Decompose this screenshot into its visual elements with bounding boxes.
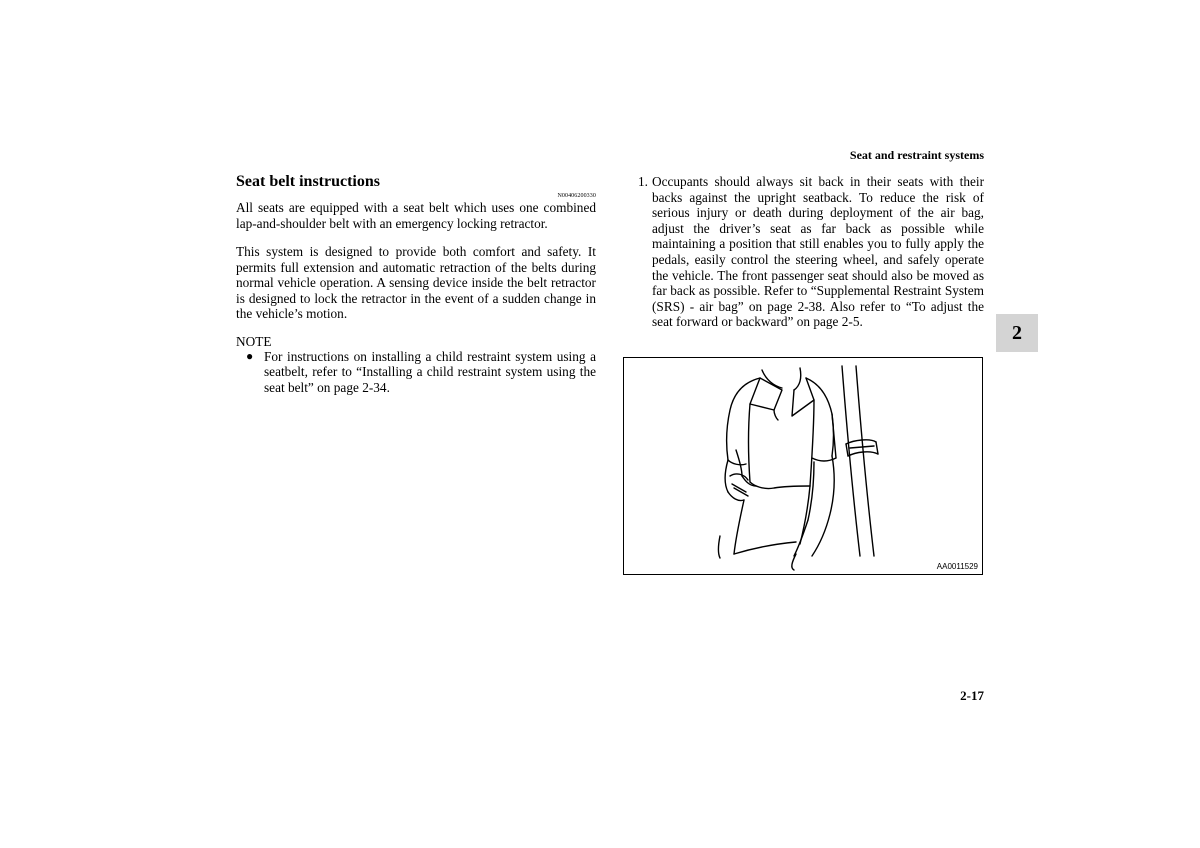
figure-code: AA0011529 [936,562,978,571]
paragraph-system-design: This system is designed to provide both comfort and safety. It permits full extension and automatic retraction of the belts during normal vehicle operation. A sensing device inside the belt retractor is designed to lock the retractor in the event of a sudden change in the vehicle’s motion. [236,244,596,321]
note-item [236,349,596,396]
section-title: Seat belt instructions [236,173,380,190]
numbered-item-1 [638,174,984,330]
page-number: 2-17 [960,688,984,703]
item-text: Occupants should always sit back in their seats with their backs against the upright seatback. To reduce the risk of serious injury or death during deployment of the air bag, adjust the driver’s seat as far back as possible while maintaining a position that still enables you to fully apply the pedals, easily control the steering wheel, and safely operate the vehicle. The front passenger seat should also be moved as far back as possible. Refer to “Supplemental Restraint System (SRS) - air bag” on page 2-38. Also refer to “To adjust the seat forward or backward” on page 2-5. [652,174,984,330]
note-text: For instructions on installing a child restraint system using a seatbelt, refer to “Installing a child restraint system using the seat belt” on page 2-34. [264,348,596,395]
running-header: Seat and restraint systems [849,148,984,162]
document-code: N00406200330 [557,193,596,199]
left-column [236,172,596,395]
occupant-seatbelt-drawing [624,358,982,574]
item-number: 1. [638,174,648,189]
paragraph-seat-belt-type: All seats are equipped with a seat belt which uses one combined lap-and-shoulder belt with an emergency locking retractor. [236,200,596,231]
right-column [638,174,984,330]
note-label: NOTE [236,333,272,349]
chapter-tab: 2 [996,314,1038,352]
bullet-icon: ● [246,348,254,363]
seated-occupant-illustration [623,357,983,575]
